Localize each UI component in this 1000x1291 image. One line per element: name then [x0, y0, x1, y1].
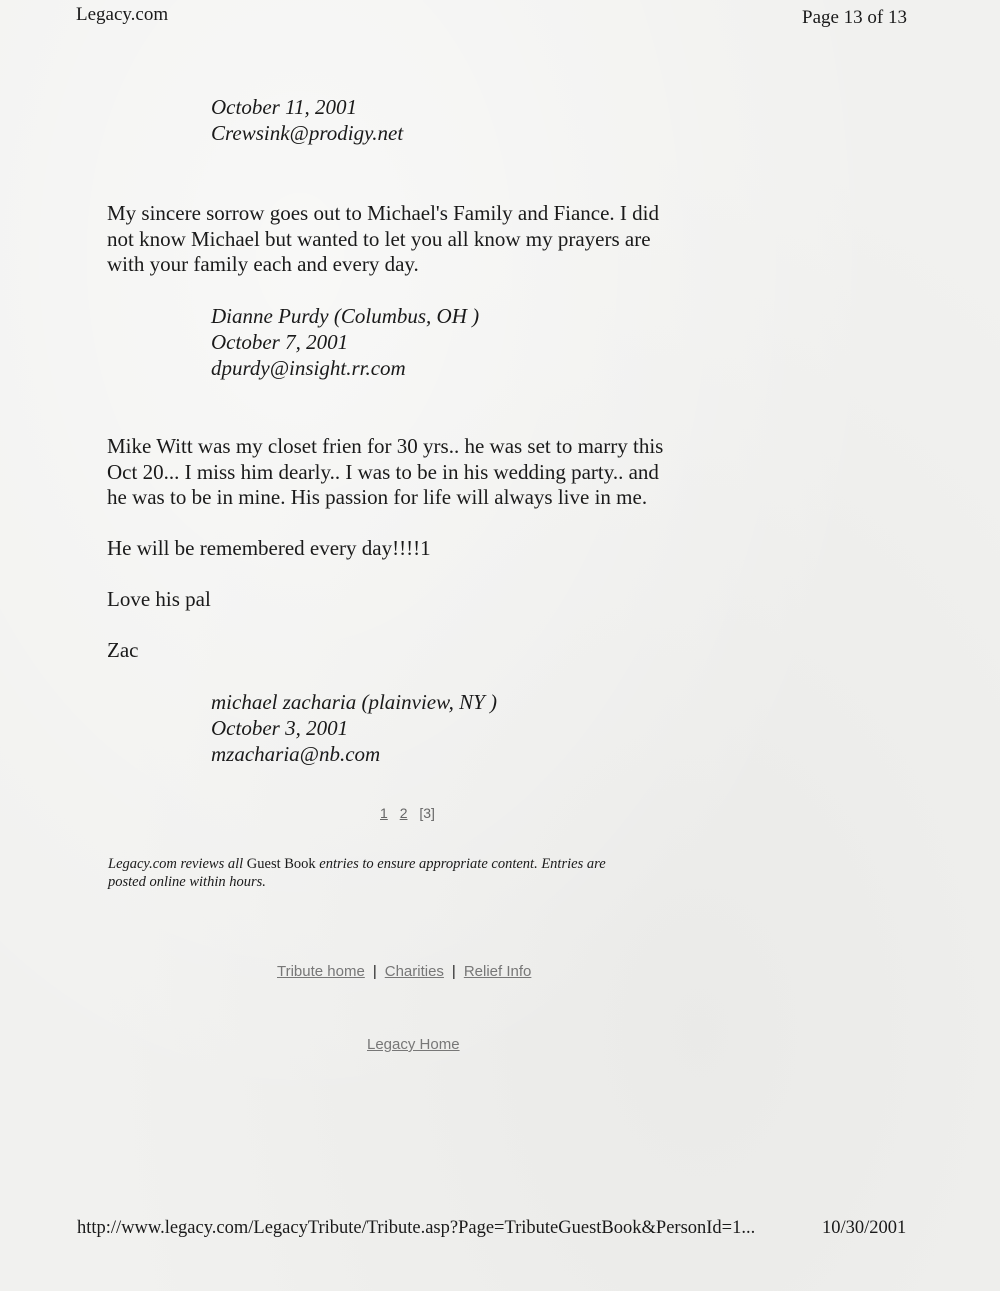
moderation-notice — [108, 855, 728, 891]
entry-signature — [211, 689, 497, 767]
entry-email: mzacharia@nb.com — [211, 742, 381, 766]
page-link-1[interactable]: 1 — [380, 805, 388, 821]
current-page: [3] — [419, 805, 435, 821]
message-line: Mike Witt was my closet frien for 30 yrs.. he was set to marry this — [107, 434, 664, 458]
relief-info-link[interactable]: Relief Info — [463, 963, 532, 980]
entry-name: michael zacharia (plainview, NY ) — [211, 690, 497, 714]
entry-date: October 11, 2001 — [211, 95, 358, 119]
entry-signature — [211, 303, 479, 381]
entry-date: October 7, 2001 — [211, 330, 349, 354]
charities-link[interactable]: Charities — [384, 963, 444, 980]
entry-signature — [211, 94, 403, 146]
footer-links — [277, 963, 531, 980]
header-page-indicator: Page 13 of 13 — [802, 7, 908, 28]
entry-email: dpurdy@insight.rr.com — [211, 356, 406, 380]
message-line: with your family each and every day. — [107, 252, 419, 276]
entry-name: Dianne Purdy (Columbus, OH ) — [211, 304, 480, 328]
entry-email: Crewsink@prodigy.net — [211, 121, 404, 145]
link-separator: | — [451, 963, 456, 980]
message-paragraph: Zac — [107, 638, 139, 662]
entry-message-paragraph — [107, 536, 747, 562]
entry-message-paragraph — [107, 638, 747, 664]
entry-message — [107, 434, 747, 511]
page-link-2[interactable]: 2 — [399, 805, 408, 821]
message-line: My sincere sorrow goes out to Michael's Family and Fiance. I did — [107, 201, 660, 225]
message-paragraph: Love his pal — [107, 587, 211, 611]
message-line: Oct 20... I miss him dearly.. I was to be in his wedding party.. and — [107, 459, 659, 484]
entry-message — [107, 201, 747, 278]
legacy-home-wrapper — [367, 1036, 460, 1053]
link-separator: | — [372, 963, 377, 980]
notice-guest-book: Guest Book — [246, 856, 316, 872]
notice-text: posted online within hours. — [108, 874, 266, 890]
pagination — [380, 805, 435, 821]
message-line: not know Michael but wanted to let you all know my prayers are — [107, 226, 651, 251]
footer-date: 10/30/2001 — [822, 1218, 907, 1238]
message-line: he was to be in mine. His passion for life will always live in me. — [107, 485, 648, 509]
tribute-home-link[interactable]: Tribute home — [277, 963, 365, 980]
legacy-home-link[interactable]: Legacy Home — [367, 1036, 460, 1053]
notice-text: Legacy.com reviews all — [108, 856, 244, 872]
footer-url: http://www.legacy.com/LegacyTribute/Tribute.asp?Page=TributeGuestBook&PersonId=1... — [77, 1218, 756, 1238]
entry-message-paragraph — [107, 587, 747, 613]
message-paragraph: He will be remembered every day!!!!1 — [107, 536, 431, 560]
header-site-name: Legacy.com — [76, 4, 169, 25]
notice-text: entries to ensure appropriate content. Entries are — [319, 856, 606, 872]
entry-date: October 3, 2001 — [211, 716, 349, 740]
